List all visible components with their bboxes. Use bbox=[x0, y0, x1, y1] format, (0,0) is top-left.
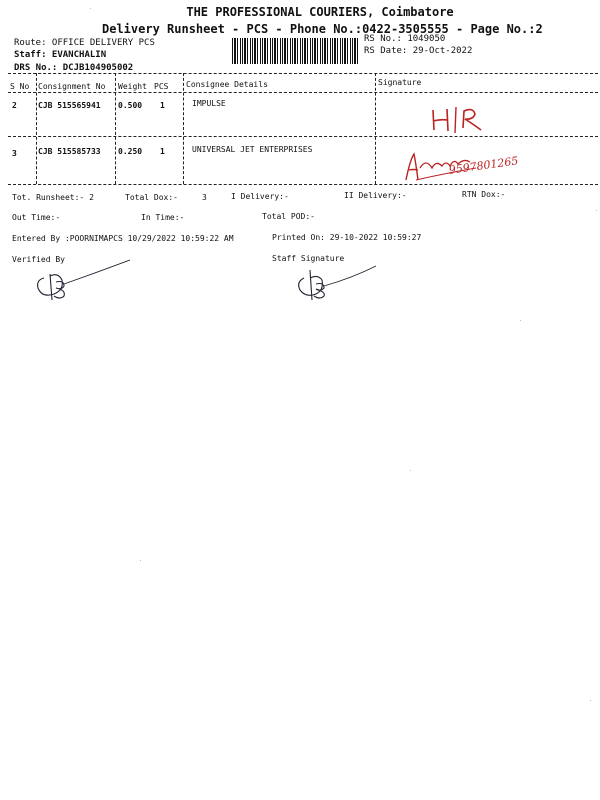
row-consignment-no: CJB 515585733 bbox=[38, 147, 101, 156]
barcode bbox=[232, 38, 358, 64]
company-name: THE PROFESSIONAL COURIERS, Coimbatore bbox=[186, 5, 454, 19]
col-divider bbox=[183, 73, 184, 184]
col-header-consignment: Consignment No bbox=[38, 82, 106, 91]
tot-runsheet: Tot. Runsheet:- 2 bbox=[12, 193, 94, 202]
table-header-rule bbox=[8, 92, 598, 93]
staff-signature bbox=[290, 256, 390, 302]
scan-speck bbox=[140, 560, 141, 561]
row-sno: 3 bbox=[12, 149, 17, 158]
row-sno: 2 bbox=[12, 101, 17, 110]
staff-signature-label: Staff Signature bbox=[272, 254, 345, 263]
row-divider bbox=[8, 136, 598, 137]
col-divider bbox=[375, 73, 376, 184]
route-label: Route: OFFICE DELIVERY PCS bbox=[14, 38, 155, 48]
col-header-sno: S No bbox=[10, 82, 30, 91]
col-divider bbox=[36, 73, 37, 184]
col-header-weight: Weight bbox=[118, 82, 147, 91]
total-dox-label: Total Dox:- bbox=[125, 193, 178, 202]
row-consignee: UNIVERSAL JET ENTERPRISES bbox=[192, 145, 313, 154]
table-top-rule bbox=[8, 73, 598, 74]
col-header-consignee: Consignee Details bbox=[186, 80, 268, 89]
row-pcs: 1 bbox=[160, 101, 165, 110]
scan-speck bbox=[410, 470, 411, 471]
handwritten-phone: 9597801265 bbox=[448, 154, 520, 177]
entered-by: Entered By :POORNIMAPCS 10/29/2022 10:59:22 AM bbox=[12, 234, 234, 243]
scan-speck bbox=[520, 320, 521, 321]
runsheet-title: Delivery Runsheet - PCS - Phone No.:0422-3505555 - Page No.:2 bbox=[102, 22, 543, 36]
row-weight: 0.250 bbox=[118, 147, 143, 156]
i-delivery-label: I Delivery:- bbox=[231, 192, 289, 201]
total-pod-label: Total POD:- bbox=[262, 212, 315, 221]
printed-on: Printed On: 29-10-2022 10:59:27 bbox=[272, 233, 422, 242]
col-header-signature: Signature bbox=[378, 78, 422, 87]
scan-speck bbox=[596, 210, 597, 211]
out-time-label: Out Time:- bbox=[12, 213, 61, 222]
row-consignment-no: CJB 515565941 bbox=[38, 101, 101, 110]
ii-delivery-label: II Delivery:- bbox=[344, 191, 407, 200]
total-dox-value: 3 bbox=[202, 193, 207, 202]
in-time-label: In Time:- bbox=[141, 213, 185, 222]
verified-by-label: Verified By bbox=[12, 255, 65, 264]
scan-speck bbox=[90, 8, 91, 9]
row-pcs: 1 bbox=[160, 147, 165, 156]
row-consignee: IMPULSE bbox=[192, 99, 226, 108]
scan-speck bbox=[590, 700, 591, 701]
col-header-pcs: PCS bbox=[154, 82, 169, 91]
rs-date: RS Date: 29-Oct-2022 bbox=[364, 46, 473, 56]
handwritten-signature bbox=[425, 104, 495, 136]
row-weight: 0.500 bbox=[118, 101, 143, 110]
drs-number: DRS No.: DCJB104905002 bbox=[14, 63, 134, 73]
verified-by-signature bbox=[28, 256, 138, 302]
staff-label: Staff: EVANCHALIN bbox=[14, 50, 107, 60]
rs-number: RS No.: 1049050 bbox=[364, 34, 446, 44]
rtn-dox-label: RTN Dox:- bbox=[462, 190, 506, 199]
col-divider bbox=[115, 73, 116, 184]
